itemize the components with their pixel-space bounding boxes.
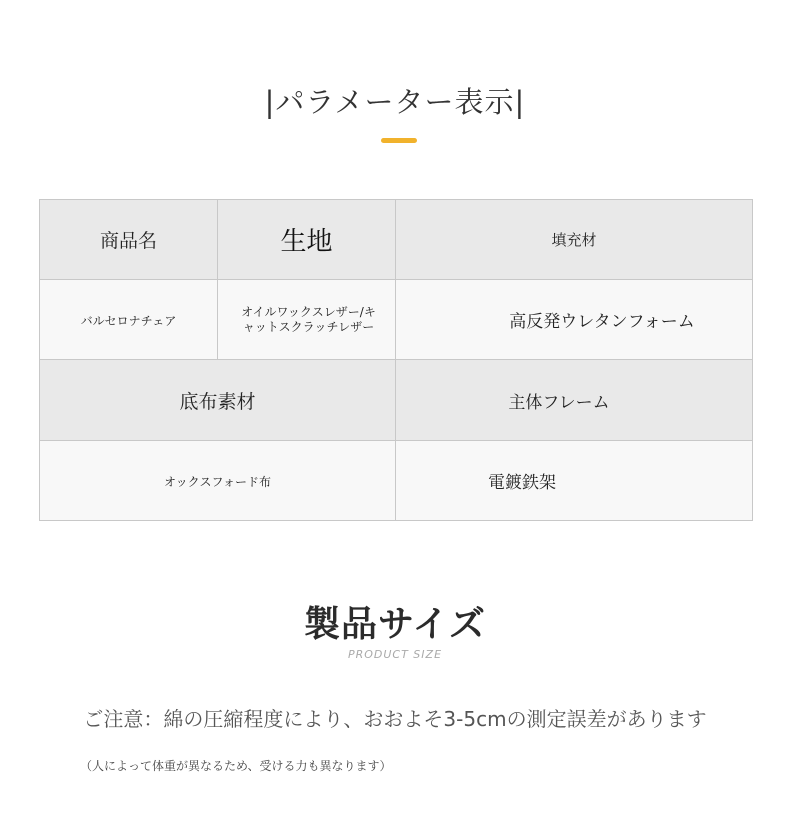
table-row — [40, 441, 753, 521]
measurement-subnote: （人によって体重が異なるため、受ける力も異なります） — [80, 759, 392, 773]
parameter-table — [39, 199, 753, 521]
table-header-row — [40, 200, 753, 280]
table-row — [40, 280, 753, 360]
value-fabric: オイルワックスレザー/キャットスクラッチレザー — [218, 280, 396, 360]
header-filling: 填充材 — [396, 200, 753, 280]
measurement-note: ご注意：綿の圧縮程度により、おおよそ3-5cmの測定誤差があります — [83, 707, 707, 731]
value-product-name: バルセロナチェア — [40, 280, 218, 360]
title-accent-bar — [381, 138, 417, 143]
value-main-frame: 電鍍鉄架 — [396, 441, 753, 521]
value-base-cloth: オックスフォード布 — [40, 441, 396, 521]
header-base-cloth: 底布素材 — [40, 360, 396, 441]
header-main-frame: 主体フレーム — [396, 360, 753, 441]
header-product-name: 商品名 — [40, 200, 218, 280]
section-title: |パラメーター表示| — [264, 85, 526, 119]
table-header-row — [40, 360, 753, 441]
header-fabric: 生地 — [218, 200, 396, 280]
product-size-title: 製品サイズ — [303, 604, 487, 645]
product-size-subtitle: PRODUCT SIZE — [347, 648, 443, 661]
value-filling: 高反発ウレタンフォーム — [396, 280, 753, 360]
